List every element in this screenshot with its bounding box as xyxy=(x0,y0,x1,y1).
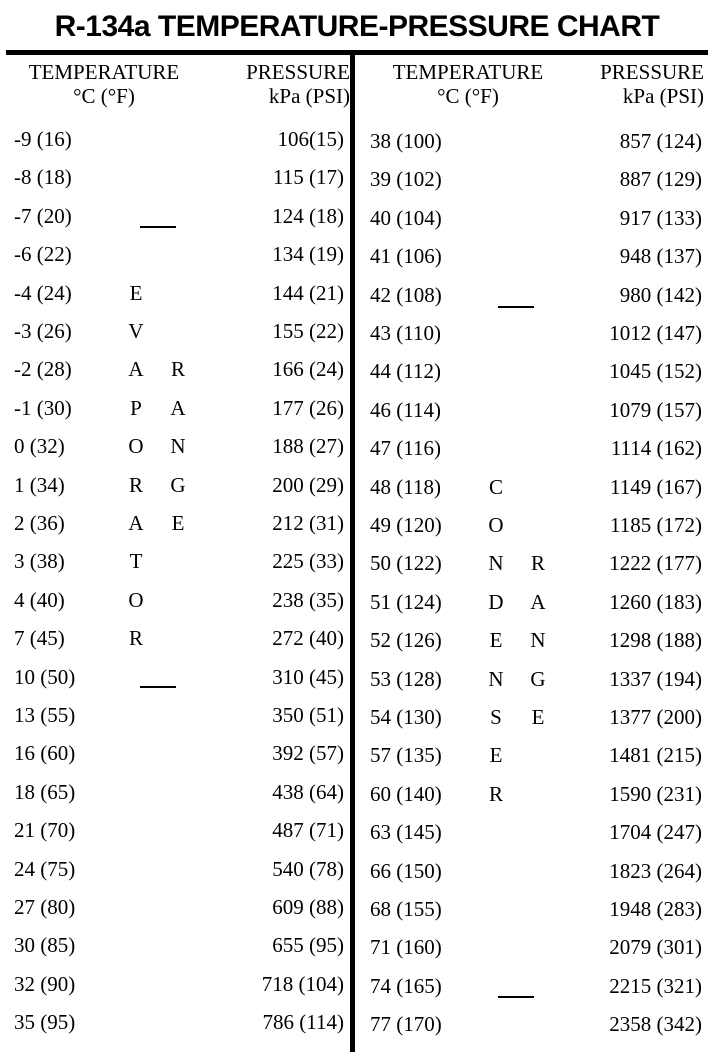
range-letter-2: A xyxy=(170,395,186,420)
pressure-cell: 438 (64) xyxy=(272,779,344,804)
pressure-cell: 1298 (188) xyxy=(609,628,702,653)
pressure-header xyxy=(216,60,350,108)
temperature-cell: 46 (114) xyxy=(370,397,441,422)
pressure-cell: 225 (33) xyxy=(272,549,344,574)
range-letter-1: E xyxy=(129,280,143,305)
pressure-cell: 2358 (342) xyxy=(609,1012,702,1037)
range-letter-2: E xyxy=(531,705,545,729)
table-row xyxy=(0,773,350,811)
table-row xyxy=(0,466,350,504)
range-letter-1: T xyxy=(129,549,143,574)
pressure-cell: 487 (71) xyxy=(272,818,344,843)
temperature-cell: 43 (110) xyxy=(370,321,441,345)
temperature-cell: 50 (122) xyxy=(370,551,442,576)
pressure-cell: 1260 (183) xyxy=(609,589,702,614)
pressure-cell: 188 (27) xyxy=(272,434,344,459)
temperature-cell: 30 (85) xyxy=(14,933,76,958)
pressure-cell: 948 (137) xyxy=(619,244,702,269)
range-letter-1: E xyxy=(489,743,503,768)
temperature-cell: 47 (116) xyxy=(370,436,441,461)
temperature-cell: 16 (60) xyxy=(14,741,76,766)
temperature-cell: -4 (24) xyxy=(14,280,72,305)
table-row xyxy=(358,391,720,429)
temperature-cell: 1 (34) xyxy=(14,472,65,497)
range-letter-1: S xyxy=(490,705,502,729)
pressure-cell: 1481 (215) xyxy=(609,743,702,768)
table-row xyxy=(0,120,350,158)
table-row xyxy=(0,811,350,849)
table-row xyxy=(0,389,350,427)
pressure-cell: 272 (40) xyxy=(272,626,344,651)
table-row xyxy=(0,197,350,235)
table-row xyxy=(358,621,720,659)
table-row xyxy=(0,734,350,772)
table-row xyxy=(0,504,350,542)
pressure-cell: 106(15) xyxy=(277,127,344,151)
range-letter-1: C xyxy=(488,474,503,499)
range-letter-1: O xyxy=(128,587,144,612)
temperature-cell: 32 (90) xyxy=(14,971,76,996)
temperature-cell: 24 (75) xyxy=(14,856,76,881)
pressure-cell: 134 (19) xyxy=(272,242,344,267)
pressure-cell: 1590 (231) xyxy=(609,781,702,806)
temperature-cell: 0 (32) xyxy=(14,434,65,459)
evaporator-range-end-mark xyxy=(140,686,176,688)
column-divider xyxy=(350,55,355,1052)
table-row xyxy=(358,276,720,314)
table-row xyxy=(358,199,720,237)
temperature-cell: 21 (70) xyxy=(14,818,76,843)
pressure-cell: 1012 (147) xyxy=(609,321,702,345)
range-letter-1: R xyxy=(128,472,143,497)
table-row xyxy=(358,890,720,928)
table-row xyxy=(358,468,720,506)
temperature-cell: 68 (155) xyxy=(370,897,442,921)
range-letter-2: E xyxy=(171,511,185,535)
table-row xyxy=(358,967,720,1005)
temperature-cell: 7 (45) xyxy=(14,626,65,651)
temperature-cell: 35 (95) xyxy=(14,1010,76,1035)
range-letter-1: N xyxy=(488,551,504,576)
pressure-cell: 1079 (157) xyxy=(609,397,702,422)
pressure-cell: 655 (95) xyxy=(272,933,344,958)
pressure-cell: 144 (21) xyxy=(272,280,344,305)
table-row xyxy=(0,850,350,888)
pressure-cell: 917 (133) xyxy=(619,205,702,230)
temperature-cell: 66 (150) xyxy=(370,858,442,883)
condenser-range-end-mark xyxy=(498,996,534,998)
temperature-cell: 57 (135) xyxy=(370,743,442,768)
temperature-cell: 71 (160) xyxy=(370,935,442,960)
pressure-cell: 2079 (301) xyxy=(609,935,702,960)
temperature-cell: 51 (124) xyxy=(370,589,442,614)
temperature-cell: -2 (28) xyxy=(14,357,72,382)
temperature-cell: 39 (102) xyxy=(370,167,442,192)
table-row xyxy=(0,658,350,696)
range-letter-1: R xyxy=(488,781,503,806)
range-letter-1: A xyxy=(128,357,144,382)
range-letter-1: O xyxy=(488,513,504,537)
range-letter-1: O xyxy=(128,434,144,459)
table-row xyxy=(358,314,720,352)
right-table xyxy=(358,60,720,1050)
pressure-cell: 392 (57) xyxy=(272,741,344,766)
pressure-cell: 1222 (177) xyxy=(609,551,702,576)
range-letter-1: E xyxy=(489,628,503,653)
pressure-header-label: PRESSURE xyxy=(600,60,704,84)
temperature-cell: -3 (26) xyxy=(14,319,72,343)
range-letter-2: N xyxy=(530,628,546,653)
temperature-cell: 52 (126) xyxy=(370,628,442,653)
pressure-cell: 887 (129) xyxy=(619,167,702,192)
pressure-cell: 609 (88) xyxy=(272,895,344,919)
condenser-range-start-mark xyxy=(498,306,534,308)
temperature-units-label: °C (°F) xyxy=(73,84,135,108)
pressure-cell: 1823 (264) xyxy=(609,858,702,883)
range-letter-2: A xyxy=(530,589,546,614)
pressure-cell: 718 (104) xyxy=(261,971,344,996)
temperature-units-label: °C (°F) xyxy=(437,84,499,108)
pressure-header-label: PRESSURE xyxy=(246,60,350,84)
pressure-cell: 786 (114) xyxy=(262,1010,344,1035)
pressure-cell: 124 (18) xyxy=(272,203,344,228)
temperature-cell: 53 (128) xyxy=(370,666,442,691)
table-row xyxy=(358,506,720,544)
table-row xyxy=(0,888,350,926)
temperature-cell: 48 (118) xyxy=(370,474,441,499)
range-letter-1: P xyxy=(130,395,142,420)
temperature-cell: 38 (100) xyxy=(370,129,442,153)
range-letter-1: R xyxy=(128,626,143,651)
table-row xyxy=(358,429,720,467)
pressure-header xyxy=(572,60,704,108)
table-row xyxy=(358,1005,720,1043)
temperature-cell: 2 (36) xyxy=(14,511,65,535)
table-row xyxy=(0,542,350,580)
range-letter-2: N xyxy=(170,434,186,459)
temperature-cell: 3 (38) xyxy=(14,549,65,574)
table-row xyxy=(0,696,350,734)
pressure-cell: 177 (26) xyxy=(272,395,344,420)
temperature-cell: 27 (80) xyxy=(14,895,76,919)
pressure-cell: 1114 (162) xyxy=(610,436,702,461)
pressure-units-label: kPa (PSI) xyxy=(622,84,704,108)
table-row xyxy=(0,1003,350,1041)
table-row xyxy=(0,235,350,273)
range-letter-2: G xyxy=(530,666,546,691)
temperature-cell: 49 (120) xyxy=(370,513,442,537)
table-row xyxy=(0,312,350,350)
range-letter-1: V xyxy=(128,319,144,343)
pressure-cell: 200 (29) xyxy=(272,472,344,497)
temperature-cell: 63 (145) xyxy=(370,820,442,845)
range-letter-1: A xyxy=(128,511,144,535)
table-row xyxy=(358,352,720,390)
range-letter-1: D xyxy=(488,589,504,614)
pressure-cell: 238 (35) xyxy=(272,587,344,612)
range-letter-2: R xyxy=(530,551,545,576)
temperature-cell: 40 (104) xyxy=(370,205,442,230)
table-row xyxy=(358,736,720,774)
temperature-cell: 42 (108) xyxy=(370,282,442,307)
temperature-cell: -9 (16) xyxy=(14,127,72,151)
chart-title: R-134a TEMPERATURE-PRESSURE CHART xyxy=(6,4,708,55)
temperature-cell: 4 (40) xyxy=(14,587,65,612)
table-row xyxy=(358,852,720,890)
pressure-cell: 310 (45) xyxy=(272,664,344,689)
temperature-cell: 54 (130) xyxy=(370,705,442,729)
temperature-header xyxy=(368,60,568,108)
temperature-cell: -6 (22) xyxy=(14,242,72,267)
table-row xyxy=(0,274,350,312)
table-row xyxy=(0,619,350,657)
pressure-cell: 2215 (321) xyxy=(609,973,702,998)
temperature-cell: -1 (30) xyxy=(14,395,72,420)
table-row xyxy=(0,427,350,465)
left-table xyxy=(0,60,350,1050)
pressure-cell: 350 (51) xyxy=(272,703,344,727)
pressure-cell: 1704 (247) xyxy=(609,820,702,845)
temperature-cell: 13 (55) xyxy=(14,703,76,727)
table-row xyxy=(358,583,720,621)
table-row xyxy=(0,965,350,1003)
pressure-cell: 115 (17) xyxy=(273,165,344,190)
temperature-cell: 44 (112) xyxy=(370,359,441,384)
range-letter-2: G xyxy=(170,472,186,497)
table-row xyxy=(0,581,350,619)
table-row xyxy=(0,350,350,388)
table-row xyxy=(358,698,720,736)
temperature-cell: 18 (65) xyxy=(14,779,76,804)
pressure-cell: 540 (78) xyxy=(272,856,344,881)
pressure-cell: 1948 (283) xyxy=(609,897,702,921)
pressure-cell: 212 (31) xyxy=(272,511,344,535)
temperature-cell: 10 (50) xyxy=(14,664,76,689)
pressure-cell: 1045 (152) xyxy=(609,359,702,384)
pressure-cell: 980 (142) xyxy=(619,282,702,307)
table-row xyxy=(358,544,720,582)
table-row xyxy=(358,775,720,813)
temperature-header-label: TEMPERATURE xyxy=(28,60,180,84)
table-row xyxy=(358,237,720,275)
table-row xyxy=(358,928,720,966)
temperature-cell: 41 (106) xyxy=(370,244,442,269)
range-letter-2: R xyxy=(170,357,185,382)
pressure-cell: 1149 (167) xyxy=(610,474,702,499)
temperature-cell: 60 (140) xyxy=(370,781,442,806)
pressure-cell: 155 (22) xyxy=(272,319,344,343)
temperature-cell: 77 (170) xyxy=(370,1012,442,1037)
table-row xyxy=(0,158,350,196)
temperature-cell: 74 (165) xyxy=(370,973,442,998)
temperature-header xyxy=(6,60,202,108)
table-row xyxy=(0,926,350,964)
table-row xyxy=(358,813,720,851)
table-row xyxy=(358,660,720,698)
temperature-header-label: TEMPERATURE xyxy=(392,60,544,84)
pressure-cell: 1185 (172) xyxy=(610,513,702,537)
evaporator-range-start-mark xyxy=(140,226,176,228)
range-letter-1: N xyxy=(488,666,504,691)
pressure-cell: 1337 (194) xyxy=(609,666,702,691)
pressure-cell: 166 (24) xyxy=(272,357,344,382)
temperature-cell: -7 (20) xyxy=(14,203,72,228)
pressure-units-label: kPa (PSI) xyxy=(268,84,350,108)
pressure-cell: 857 (124) xyxy=(619,129,702,153)
table-row xyxy=(358,122,720,160)
pressure-cell: 1377 (200) xyxy=(609,705,702,729)
temperature-cell: -8 (18) xyxy=(14,165,72,190)
table-row xyxy=(358,160,720,198)
